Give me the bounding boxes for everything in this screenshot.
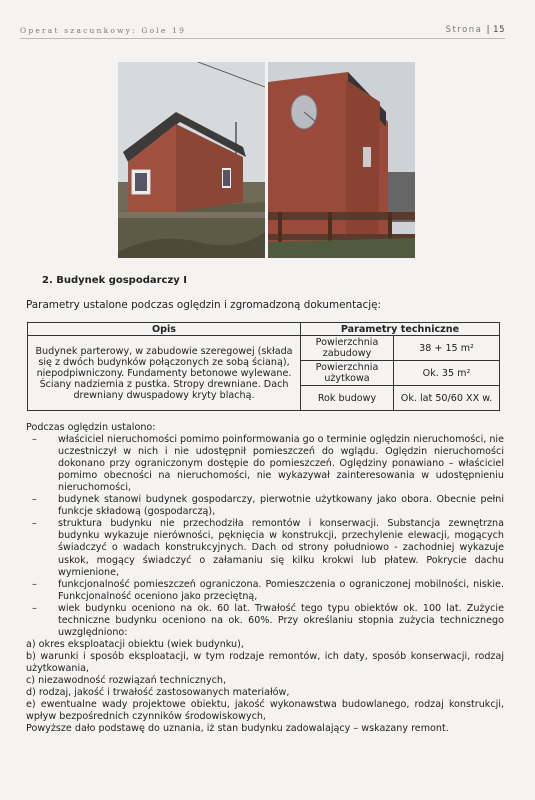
list-item-text: wiek budynku oceniono na ok. 60 lat. Trwałość tego typu obiektów ok. 100 lat. Zużycie techniczne budynku oceniono na ok. 60%. Przy określaniu stopnia zużycia technicznego uwzględniono: [58,602,504,638]
bullet-dash: – [32,494,37,506]
building-photo-side [268,62,415,258]
table-header-description: Opis [28,323,301,336]
list-item-text: funkcjonalność pomieszczeń ograniczona. Pomieszczenia o ograniczonej mobilności, niskie. Funkcjonalność oceniono jako przeciętną, [58,578,504,602]
sub-list-item: e) ewentualne wady projektowe obiektu, jakość wykonawstwa budowlanego, rodzaj konstrukcji, wpływ bezpośrednich czynników środowiskowych, [26,699,504,723]
page-number: | 15 [486,25,505,35]
table-header-row [28,323,500,336]
building-photo-front [118,62,265,258]
list-item [26,494,504,518]
page-label: Strona [445,25,483,35]
bullet-dash: – [32,434,37,446]
findings-section [26,422,504,735]
table-row [28,336,500,361]
list-item-text: właściciel nieruchomości pomimo poinformowania go o terminie oględzin nieruchomości, nie uczestniczył w nich i nie udostępnił pomieszczeń do wglądu. Oględzin nieruchomości dokonano przy ograniczonym dostępie do pomieszczeń. Oględziny ponawiano – właściciel pomimo obecności na nieruchomości, nie wykazywał zainteresowania w udostępnieniu nieruchomości, [58,434,504,494]
list-item-text: struktura budynku nie przechodziła remontów i konserwacji. Substancja zewnętrzna budynku wykazuje nierówności, pęknięcia w konstrukcji, przechylenie elewacji, mogących świadczyć o wadach konstrukcyjnych. Dach od strony południowo - zachodniej wykazuje uskok, mogący świadczyć o załamaniu się kilku krokwi lub płatew. Pokrycie dachu wymienione, [58,518,504,578]
list-item [26,434,504,494]
param-name-cell: Powierzchnia użytkowa [301,361,394,386]
param-value-cell: 38 + 15 m² [394,336,500,361]
photo-front-image [118,62,265,258]
table-header-parameters: Parametry techniczne [301,323,500,336]
bullet-dash: – [32,602,37,614]
document-title: Operat szacunkowy: Gole 19 [20,26,187,35]
findings-intro: Podczas oględzin ustalono: [26,422,156,433]
list-item [26,603,504,639]
list-item-text: budynek stanowi budynek gospodarczy, pierwotnie użytkowany jako obora. Obecnie pełni funkcje składową (gospodarczą), [58,494,504,518]
param-value-cell: Ok. 35 m² [394,361,500,386]
section-number: 2. [42,275,53,286]
param-name-cell: Powierzchnia zabudowy [301,336,394,361]
header-rule [20,38,505,39]
bullet-dash: – [32,578,37,590]
bullet-dash: – [32,518,37,530]
sub-list-item: a) okres eksploatacji obiektu (wiek budynku), [26,638,244,650]
param-name-cell: Rok budowy [301,386,394,411]
section-heading [42,275,187,286]
parameters-table [27,322,500,411]
page-header [20,26,505,40]
wear-factors-list [26,639,504,723]
conclusion-text: Powyższe dało podstawę do uznania, iż stan budynku zadowalający – wskazany remont. [26,723,449,735]
page-indicator [446,25,505,35]
description-cell: Budynek parterowy, w zabudowie szeregowej (składa się z dwóch budynków połączonych ze sobą ścianą), niepodpiwniczony. Fundamenty betonowe wylewane. Ściany nadziemia z pustka. Stropy drewniane. Dach drewniany dwuspadowy kryty blachą. [28,336,301,411]
param-value-cell: Ok. lat 50/60 XX w. [394,386,500,411]
list-item [26,579,504,603]
intro-text: Parametry ustalone podczas oględzin i zgromadzoną dokumentację: [26,299,382,311]
findings-list [26,434,504,639]
photo-side-image [268,62,415,258]
list-item [26,518,504,578]
section-title: Budynek gospodarczy I [56,275,188,286]
sub-list-item: b) warunki i sposób eksploatacji, w tym rodzaje remontów, ich daty, sposób konserwacji, rodzaj użytkowania, [26,650,504,674]
sub-list-item: d) rodzaj, jakość i trwałość zastosowanych materiałów, [26,687,290,699]
sub-list-item: c) niezawodność rozwiązań technicznych, [26,674,227,686]
